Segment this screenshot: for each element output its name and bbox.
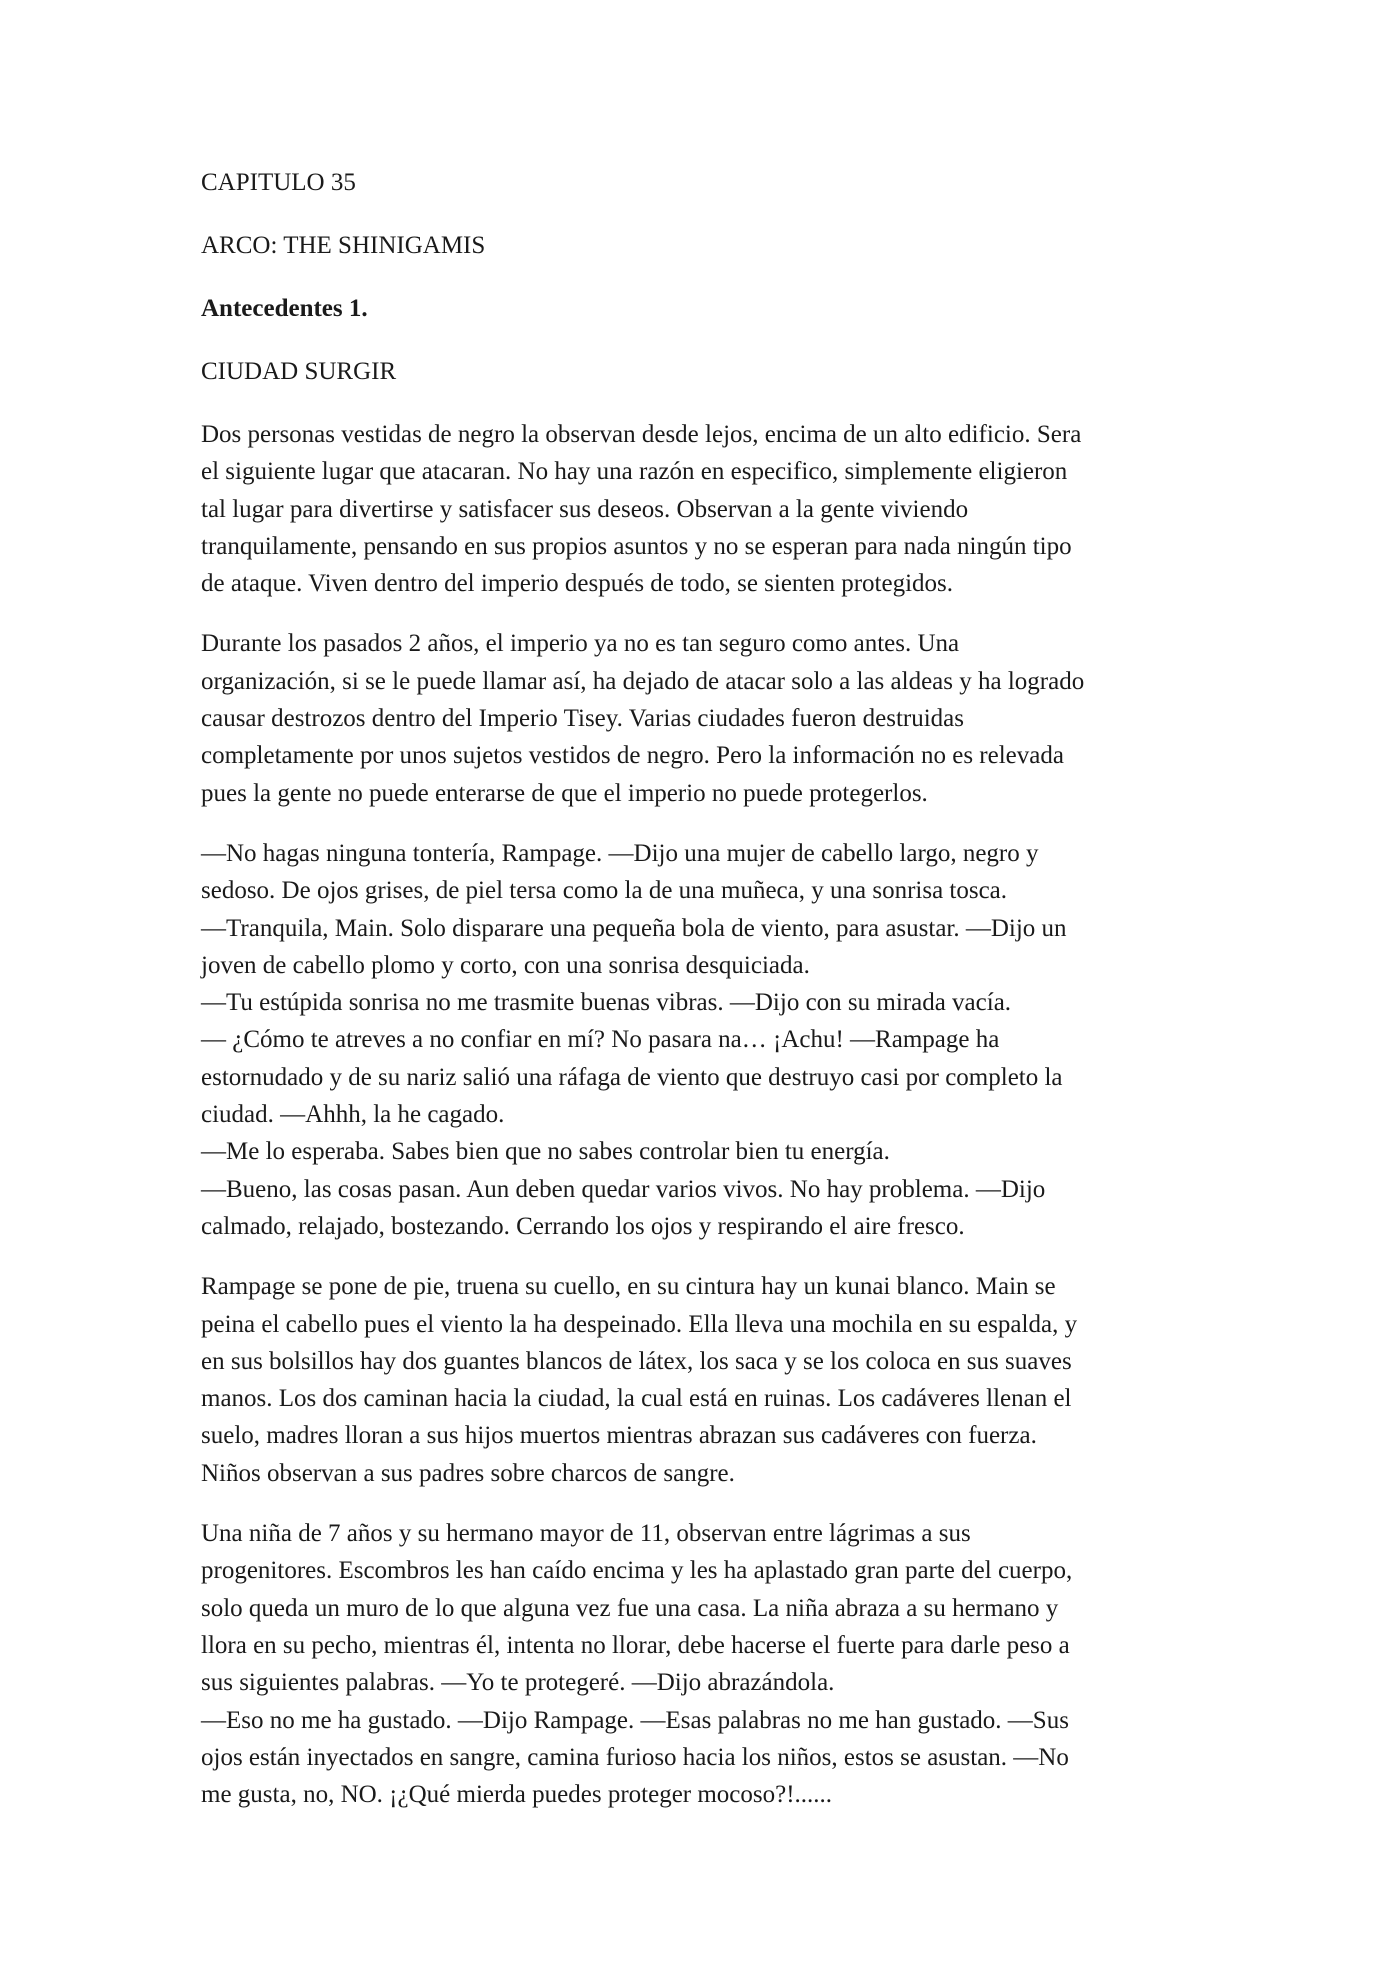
paragraph-line: Dos personas vestidas de negro la observan desde lejos, encima de un alto edificio. Sera <box>201 421 1082 448</box>
paragraph-line: en sus bolsillos hay dos guantes blancos de látex, los saca y se los coloca en sus suaves <box>201 1347 1072 1375</box>
paragraph-line: sus siguientes palabras. —Yo te protegeré. —Dijo abrazándola. <box>201 1669 835 1697</box>
paragraph-line: — ¿Cómo te atreves a no confiar en mí? No pasara na… ¡Achu! —Rampage ha <box>201 1026 1000 1054</box>
paragraph-line: me gusta, no, NO. ¡¿Qué mierda puedes proteger mocoso?!...... <box>201 1781 833 1809</box>
paragraph-line: —Tu estúpida sonrisa no me trasmite buenas vibras. —Dijo con su mirada vacía. <box>201 989 1012 1017</box>
location-heading: CIUDAD SURGIR <box>201 358 397 385</box>
paragraph-line: solo queda un muro de lo que alguna vez fue una casa. La niña abraza a su hermano y <box>201 1594 1059 1622</box>
paragraph-line: llora en su pecho, mientras él, intenta no llorar, debe hacerse el fuerte para darle peso a <box>201 1631 1070 1659</box>
paragraph-line: peina el cabello pues el viento la ha despeinado. Ella lleva una mochila en su espalda, y <box>201 1310 1078 1338</box>
section-heading: Antecedentes 1. <box>201 295 368 322</box>
paragraph-line: organización, si se le puede llamar así, ha dejado de atacar solo a las aldeas y ha logrado <box>201 667 1085 695</box>
paragraph-line: completamente por unos sujetos vestidos de negro. Pero la información no es relevada <box>201 742 1064 770</box>
paragraph-line: progenitores. Escombros les han caído encima y les ha aplastado gran parte del cuerpo, <box>201 1557 1073 1585</box>
document-page <box>201 164 1201 1836</box>
paragraph <box>201 416 1201 602</box>
paragraph-line: pues la gente no puede enterarse de que el imperio no puede protegerlos. <box>201 779 928 807</box>
paragraph <box>201 835 1201 1245</box>
paragraph-line: Durante los pasados 2 años, el imperio ya no es tan seguro como antes. Una <box>201 630 960 658</box>
paragraph <box>201 1515 1201 1813</box>
body-text <box>201 416 1201 1813</box>
paragraph-line: causar destrozos dentro del Imperio Tisey. Varias ciudades fueron destruidas <box>201 705 965 733</box>
paragraph-line: Niños observan a sus padres sobre charcos de sangre. <box>201 1459 735 1487</box>
paragraph-line: tranquilamente, pensando en sus propios asuntos y no se esperan para nada ningún tipo <box>201 532 1072 560</box>
paragraph-line: suelo, madres lloran a sus hijos muertos mientras abrazan sus cadáveres con fuerza. <box>201 1422 1037 1450</box>
paragraph-line: tal lugar para divertirse y satisfacer sus deseos. Observan a la gente viviendo <box>201 495 969 523</box>
paragraph-line: de ataque. Viven dentro del imperio después de todo, se sienten protegidos. <box>201 570 954 598</box>
paragraph-line: manos. Los dos caminan hacia la ciudad, la cual está en ruinas. Los cadáveres llenan el <box>201 1385 1072 1413</box>
paragraph-line: —Tranquila, Main. Solo disparare una pequeña bola de viento, para asustar. —Dijo un <box>201 914 1067 942</box>
paragraph-line: —Bueno, las cosas pasan. Aun deben quedar varios vivos. No hay problema. —Dijo <box>201 1175 1046 1203</box>
paragraph-line: joven de cabello plomo y corto, con una sonrisa desquiciada. <box>201 951 810 979</box>
paragraph-line: —Me lo esperaba. Sabes bien que no sabes controlar bien tu energía. <box>201 1138 890 1166</box>
paragraph-line: ojos están inyectados en sangre, camina furioso hacia los niños, estos se asustan. —No <box>201 1743 1069 1771</box>
paragraph-line: calmado, relajado, bostezando. Cerrando los ojos y respirando el aire fresco. <box>201 1212 965 1240</box>
paragraph-line: Rampage se pone de pie, truena su cuello, en su cintura hay un kunai blanco. Main se <box>201 1273 1056 1301</box>
paragraph-line: —No hagas ninguna tontería, Rampage. —Dijo una mujer de cabello largo, negro y <box>201 839 1039 867</box>
paragraph-line: Una niña de 7 años y su hermano mayor de 11, observan entre lágrimas a sus <box>201 1520 971 1548</box>
paragraph-line: sedoso. De ojos grises, de piel tersa como la de una muñeca, y una sonrisa tosca. <box>201 877 1008 905</box>
arc-heading: ARCO: THE SHINIGAMIS <box>201 232 486 259</box>
paragraph-line: ciudad. —Ahhh, la he cagado. <box>201 1101 505 1129</box>
paragraph <box>201 1268 1201 1492</box>
paragraph-line: el siguiente lugar que atacaran. No hay una razón en especifico, simplemente eligieron <box>201 458 1068 486</box>
chapter-heading: CAPITULO 35 <box>201 169 356 196</box>
paragraph-line: estornudado y de su nariz salió una ráfaga de viento que destruyo casi por completo la <box>201 1063 1063 1091</box>
paragraph-line: —Eso no me ha gustado. —Dijo Rampage. —Esas palabras no me han gustado. —Sus <box>201 1706 1069 1734</box>
paragraph <box>201 625 1201 811</box>
